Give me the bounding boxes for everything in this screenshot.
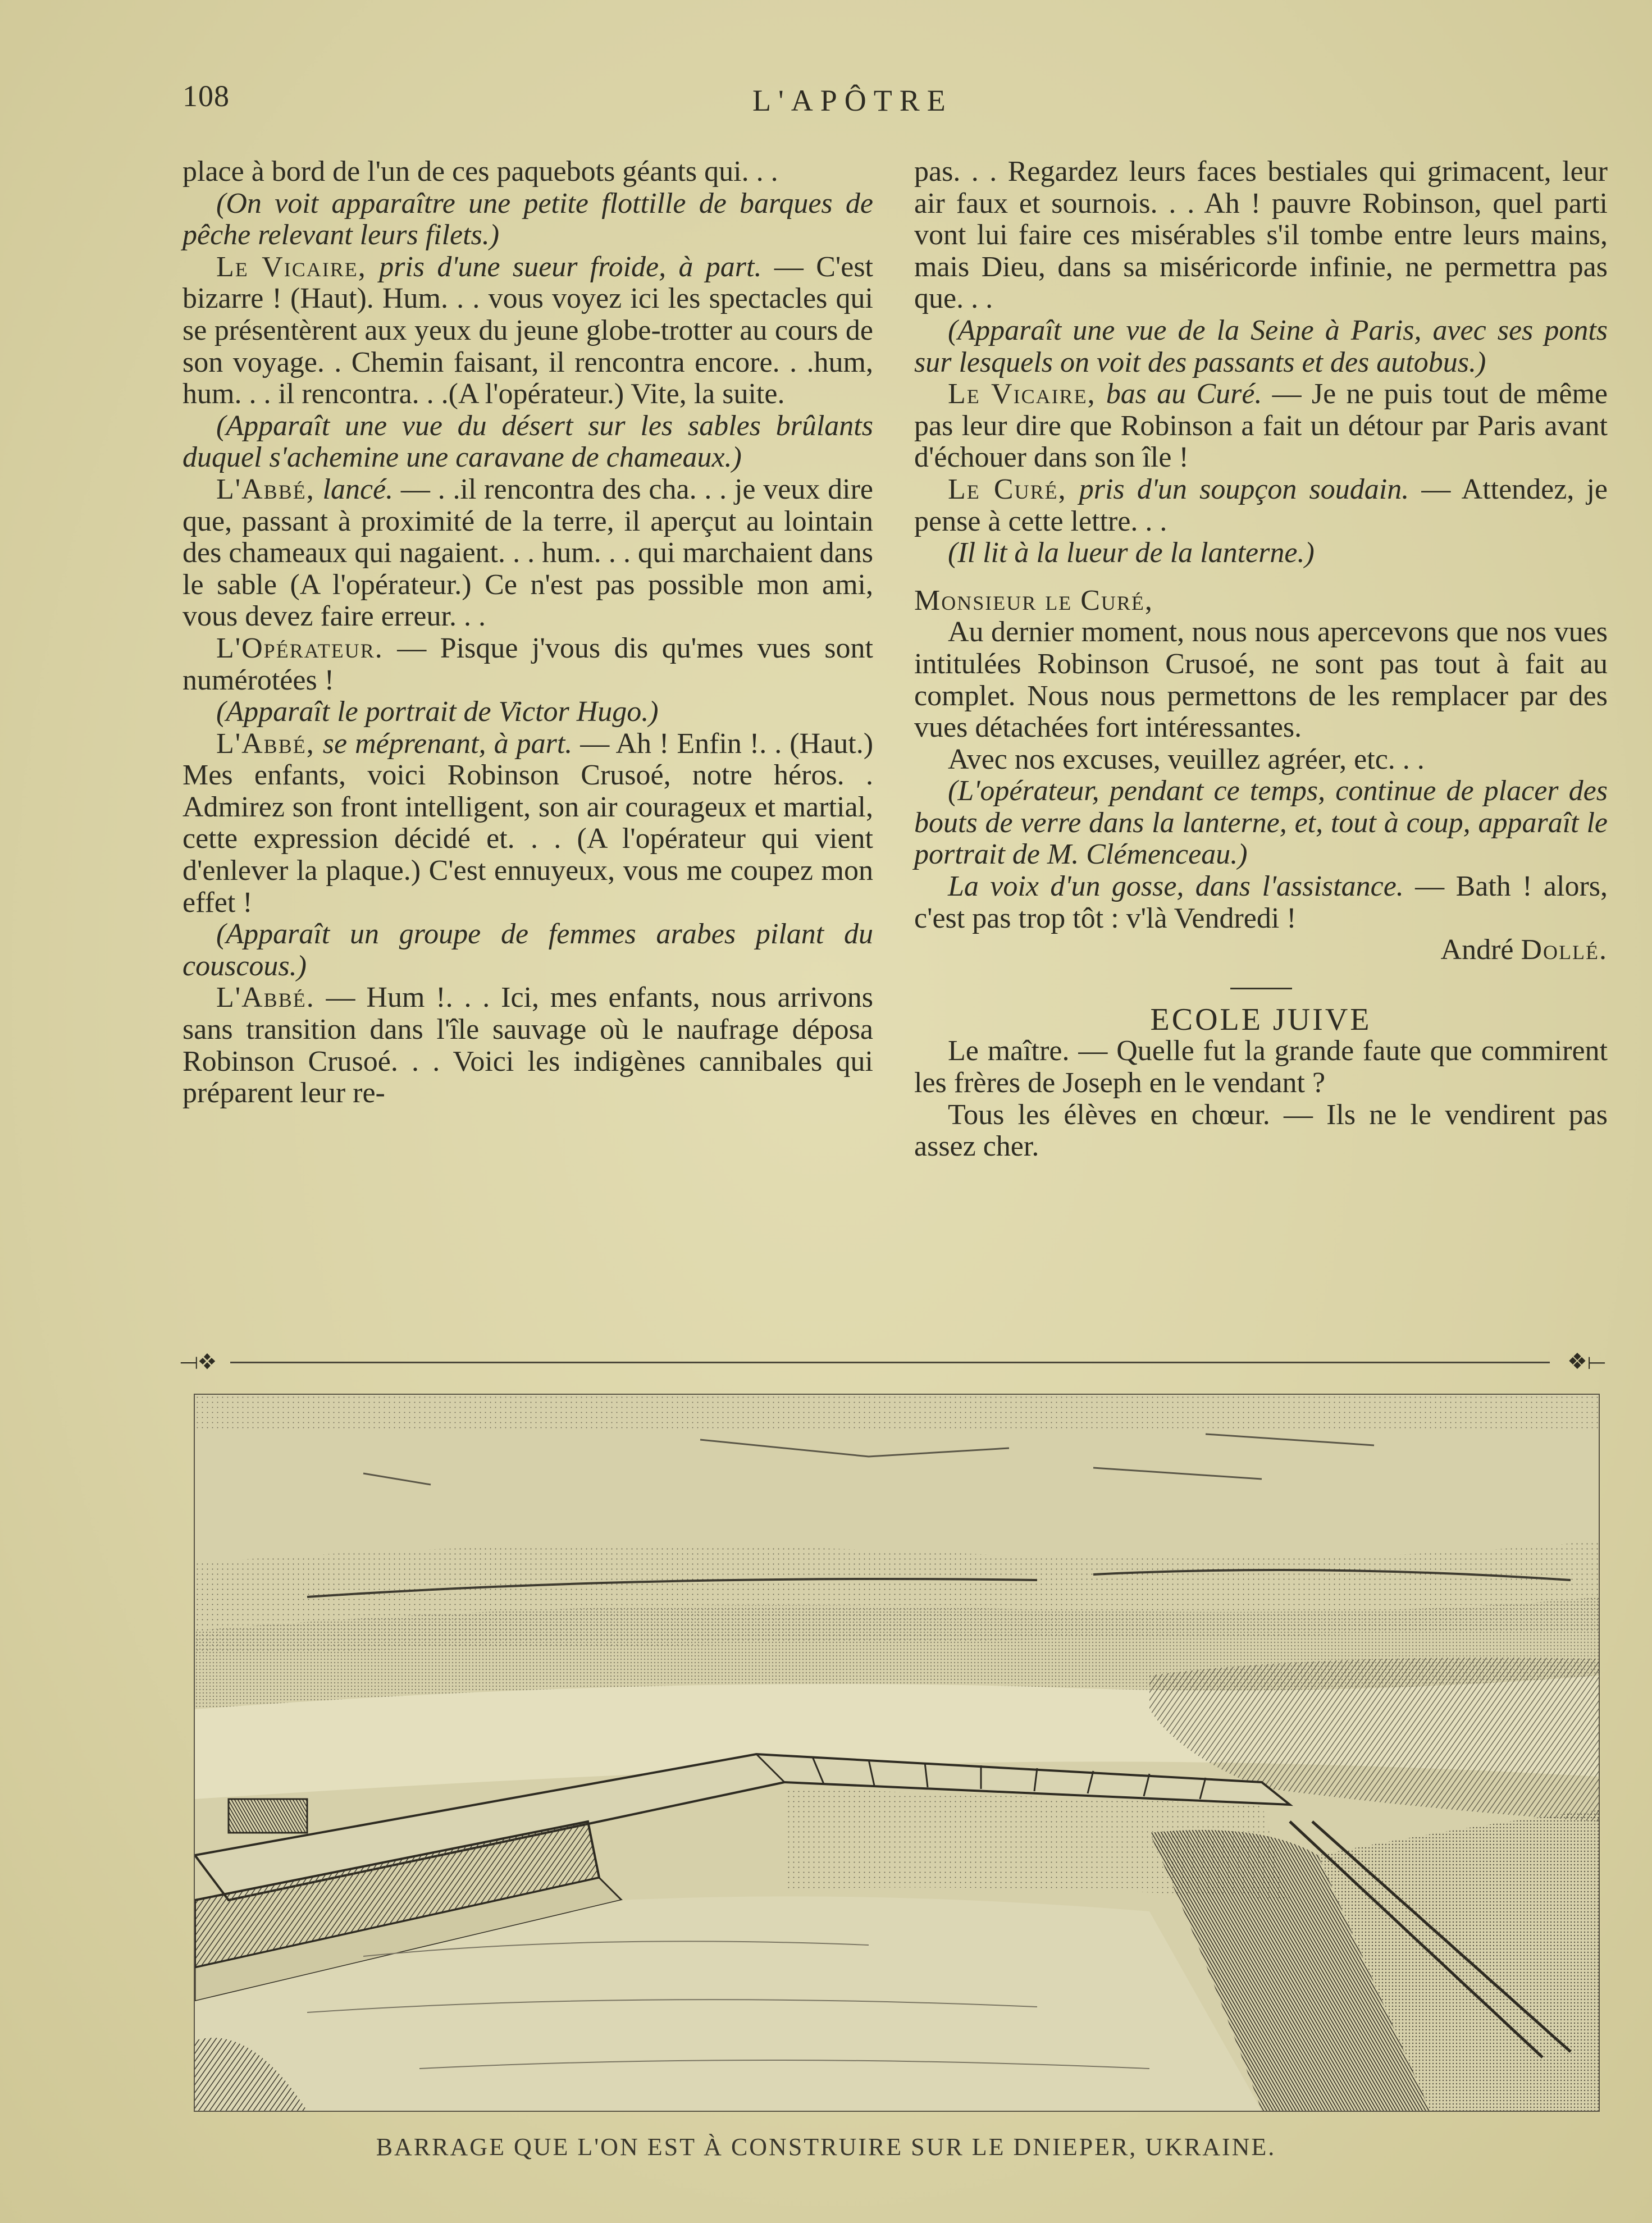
dialogue-text: — Pisque j'vous dis qu'mes vues sont numérotées ! — [182, 632, 873, 696]
dialogue-text: — Attendez, je pense à cette lettre. . . — [914, 473, 1608, 537]
speaker-name: Le Vicaire, — [948, 378, 1096, 410]
signature-first: André — [1440, 934, 1521, 966]
section-title: ECOLE JUIVE — [1150, 1002, 1372, 1037]
rule-line — [230, 1362, 1550, 1363]
signature-last: Dollé. — [1521, 934, 1608, 966]
letter-paragraph: Avec nos excuses, veuillez agréer, etc. . . — [948, 743, 1425, 775]
ornament-left-icon: ⟞❖ — [180, 1349, 216, 1374]
stage-note: se méprenant, à part. — [322, 727, 573, 760]
paragraph: place à bord de l'un de ces paquebots géants qui. . . — [182, 156, 778, 188]
joke-line: Le maître. — Quelle fut la grande faute que commirent les frères de Joseph en le vendant ? — [914, 1035, 1608, 1099]
stage-direction: (On voit apparaître une petite flottille de barques de pêche relevant leurs filets.) — [182, 187, 873, 252]
stage-note: pris d'une sueur froide, à part. — [379, 250, 762, 283]
page-number: 108 — [182, 79, 230, 113]
stage-direction: (Apparaît un groupe de femmes arabes pilant du couscous.) — [182, 918, 873, 982]
speaker-name: La voix d'un gosse, dans l'assistance. — [948, 870, 1404, 903]
speaker-name: L'Abbé. — [216, 982, 315, 1014]
stage-direction: (Apparaît le portrait de Victor Hugo.) — [216, 696, 659, 728]
ornament-right-icon: ❖⟝ — [1567, 1349, 1606, 1374]
speaker-name: Le Vicaire, — [216, 250, 367, 283]
dam-illustration — [195, 1395, 1599, 2111]
dialogue-line — [182, 982, 873, 1109]
speaker-name: L'Abbé, — [216, 473, 315, 505]
dialogue-text: — Bath ! alors, c'est pas trop tôt : v'là Vendredi ! — [914, 870, 1608, 934]
letter-salutation: Monsieur le Curé, — [914, 584, 1153, 617]
dialogue-text: — Ah ! Enfin !. . (Haut.) Mes enfants, voici Robinson Crusoé, notre héros. . Admirez son front intelligent, son air courageux et martial, cette expression décidé et. . . (A l'opérateur qui vient d'enlever la plaque.) C'est ennuyeux, vous me coupez mon effet ! — [182, 727, 874, 919]
stage-direction: (Apparaît une vue de la Seine à Paris, avec ses ponts sur lesquels on voit des passants et des autobus.) — [914, 314, 1608, 378]
stage-direction: (Apparaît une vue du désert sur les sables brûlants duquel s'achemine une caravane de chameaux.) — [182, 409, 873, 474]
stage-note: pris d'un soupçon soudain. — [1079, 473, 1409, 505]
dialogue-text: — Hum !. . . Ici, mes enfants, nous arrivons sans transition dans l'île sauvage où le naufrage déposa Robinson Crusoé. . . Voici les indigènes cannibales qui préparent leur re- — [182, 982, 873, 1110]
joke-line: Tous les élèves en chœur. — Ils ne le vendirent pas assez cher. — [914, 1098, 1608, 1163]
paragraph: pas. . . Regardez leurs faces bestiales qui grimacent, leur air faux et sournois. . . Ah ! pauvre Robinson, quel parti vont lui faire ces misérables s'il tombe entre leurs mains, mais Dieu, dans sa miséricorde infinie, ne permettra pas que. . . — [914, 156, 1608, 315]
speaker-name: L'Opérateur. — [216, 632, 384, 664]
dialogue-line — [914, 474, 1608, 537]
figure-caption: BARRAGE QUE L'ON EST À CONSTRUIRE SUR LE DNIEPER, UKRAINE. — [376, 2133, 1276, 2161]
dialogue-line — [182, 633, 873, 696]
ornamental-rule — [180, 1350, 1606, 1373]
speaker-name: Le Curé, — [948, 473, 1067, 505]
dialogue-line — [182, 252, 873, 410]
dialogue-line — [182, 474, 873, 633]
dam-engraving — [194, 1394, 1600, 2112]
signature — [914, 934, 1608, 966]
section-divider — [1230, 988, 1292, 989]
dialogue-text: — C'est bizarre ! (Haut). Hum. . . vous voyez ici les spectacles qui se présentèrent aux yeux du jeune globe-trotter au cours de son voyage. . Chemin faisant, il rencontra encore. . .hum, hum. . . il rencontra. . .(A l'opérateur.) Vite, la suite. — [182, 250, 874, 410]
speaker-name: L'Abbé, — [216, 727, 315, 760]
stage-direction: (L'opérateur, pendant ce temps, continue de placer des bouts de verre dans la lanterne, et, tout à coup, apparaît le portrait de M. Clémenceau.) — [914, 775, 1608, 871]
dialogue-line — [914, 378, 1608, 474]
dialogue-text: — . .il rencontra des cha. . . je veux dire que, passant à proximité de la terre, il aperçut au lointain des chameaux qui nagaient. . . hum. . . qui marchaient dans le sable (A l'opérateur.) Ce n'est pas possible mon ami, vous devez faire erreur. . . — [182, 473, 873, 633]
stage-direction: (Il lit à la lueur de la lanterne.) — [948, 537, 1315, 569]
right-column — [914, 156, 1608, 1163]
letter-paragraph: Au dernier moment, nous nous apercevons que nos vues intitulées Robinson Crusoé, ne sont pas tout à fait au complet. Nous nous permettons de les remplacer par des vues détachées fort intéressantes. — [914, 616, 1608, 744]
stage-note: bas au Curé. — [1106, 378, 1262, 410]
running-title: L'APÔTRE — [752, 84, 953, 117]
stage-note: lancé. — [322, 473, 394, 505]
dialogue-line — [914, 871, 1608, 934]
dialogue-text: — Je ne puis tout de même pas leur dire que Robinson a fait un détour par Paris avant d'échouer dans son île ! — [914, 378, 1608, 474]
dialogue-line — [182, 728, 873, 919]
left-column — [182, 156, 873, 1110]
